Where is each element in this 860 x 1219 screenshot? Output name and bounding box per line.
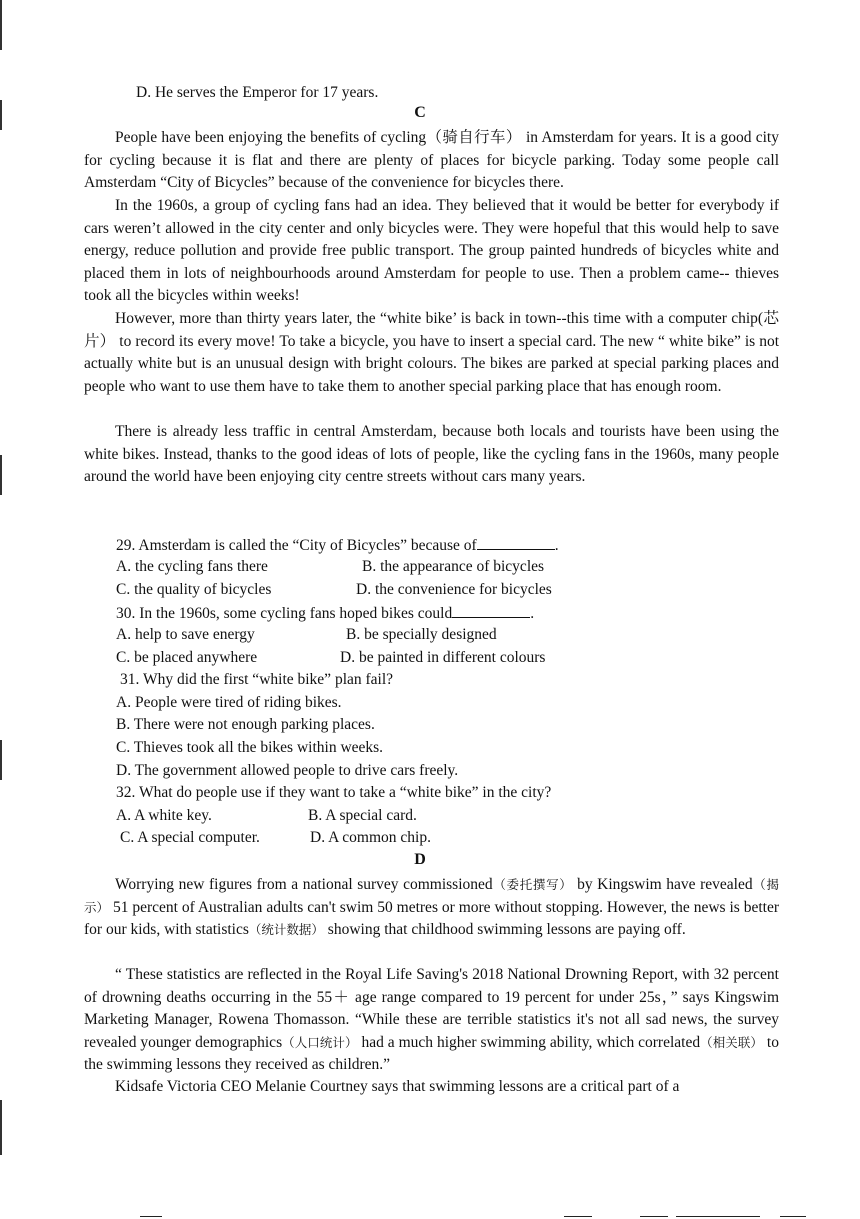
section-d-paragraph-2: “ These statistics are reflected in the Royal Life Saving's 2018 National Drowning Report, with 32 percent of drowning deaths occurring in the 55＋ age range compared to 19 percent for under 25s，” says Kingswim Marketing Manager, Rowena Thomasson. “While these are terrible statistics it's not all sad news, the survey revealed younger demographics（人口统计） had a much higher swimming ability, which correlated（相关联） to the swimming lessons they received as children.” xyxy=(84,966,779,1074)
section-c-paragraph-1: People have been enjoying the benefits of cycling（骑自行车） in Amsterdam for years. It is a good city for cycling because it is flat and there are plenty of places for bicycle parking. Today some people call Amsterdam “City of Bicycles” because of the convenience for bicycles there. xyxy=(84,129,779,192)
scan-footer-mark xyxy=(780,1216,806,1217)
scan-footer-mark xyxy=(564,1216,592,1217)
section-c-heading: C xyxy=(414,104,426,121)
scan-footer-mark xyxy=(640,1216,668,1217)
question-32-option-c: C. A special computer. xyxy=(120,829,260,846)
question-32-stem: 32. What do people use if they want to take a “white bike” in the city? xyxy=(116,784,552,801)
question-29-option-b: B. the appearance of bicycles xyxy=(362,558,545,575)
answer-blank xyxy=(452,603,530,618)
question-30-option-b: B. be specially designed xyxy=(346,626,497,643)
gloss-commissioned: （委托撰写） xyxy=(492,878,573,892)
scan-edge-mark xyxy=(0,740,2,780)
question-29-stem: 29. Amsterdam is called the “City of Bicycles” because of . xyxy=(116,537,559,554)
question-32-option-d: D. A common chip. xyxy=(310,829,431,846)
gloss-revealed: （揭示） xyxy=(84,878,779,915)
scan-edge-mark xyxy=(0,455,2,495)
question-32-option-b: B. A special card. xyxy=(308,807,417,824)
question-30-text: 30. In the 1960s, some cycling fans hoped bikes could xyxy=(116,605,453,622)
question-30-option-c: C. be placed anywhere xyxy=(116,649,258,666)
question-31-option-c: C. Thieves took all the bikes within weeks. xyxy=(116,739,384,756)
question-31-option-a: A. People were tired of riding bikes. xyxy=(116,694,342,711)
scan-footer-mark xyxy=(676,1216,760,1217)
section-c-paragraph-2: In the 1960s, a group of cycling fans had an idea. They believed that it would be better for everybody if cars weren’t allowed in the city center and only bicycles were. They were hopeful that this would help to save energy, reduce pollution and provide free public transport. The group painted hundreds of bicycles white and placed them in lots of neighbourhoods around Amsterdam for people to use. Then a problem came-- thieves took all the bicycles within weeks! xyxy=(84,197,779,305)
question-29-option-d: D. the convenience for bicycles xyxy=(356,581,552,598)
previous-option: D. He serves the Emperor for 17 years. xyxy=(136,84,379,101)
question-29-text: 29. Amsterdam is called the “City of Bicycles” because of xyxy=(116,537,477,554)
question-29-option-a: A. the cycling fans there xyxy=(116,558,268,575)
section-c-paragraph-3: However, more than thirty years later, the “white bike’ is back in town--this time with a computer chip(芯片） to record its every move! To take a bicycle, you have to insert a special card. The new “ white bike” is not actually white but is an unusual design with bright colours. The bikes are parked at special parking places and people who want to use them have to take them to another special parking place that has enough room. xyxy=(84,310,779,395)
question-31-stem: 31. Why did the first “white bike” plan fail? xyxy=(120,671,394,688)
gloss-demographics: （人口统计） xyxy=(282,1035,358,1050)
question-30-option-a: A. help to save energy xyxy=(116,626,255,643)
question-30-option-d: D. be painted in different colours xyxy=(340,649,546,666)
section-d-paragraph-3: Kidsafe Victoria CEO Melanie Courtney says that swimming lessons are a critical part of a xyxy=(115,1078,680,1095)
gloss-statistics: （统计数据） xyxy=(248,923,324,938)
question-31-option-d: D. The government allowed people to drive cars freely. xyxy=(116,762,459,779)
answer-blank xyxy=(477,535,555,550)
gloss-correlated: （相关联） xyxy=(700,1035,763,1050)
scan-edge-mark xyxy=(0,1100,2,1155)
scan-edge-mark xyxy=(0,0,2,50)
question-29-option-c: C. the quality of bicycles xyxy=(116,581,272,598)
question-31-option-b: B. There were not enough parking places. xyxy=(116,716,375,733)
question-30-stem: 30. In the 1960s, some cycling fans hoped bikes could . xyxy=(116,605,535,622)
section-d-paragraph-1: Worrying new figures from a national survey commissioned（委托撰写） by Kingswim have revealed（揭示） 51 percent of Australian adults can't swim 50 metres or more without stopping. However, the news is better for our kids, with statistics（统计数据） showing that childhood swimming lessons are paying off. xyxy=(84,876,779,939)
section-c-paragraph-4: There is already less traffic in central Amsterdam, because both locals and tourists have been using the white bikes. Instead, thanks to the good ideas of lots of people, like the cycling fans in the 1960s, many people around the world have been enjoying city centre streets without cars many years. xyxy=(84,423,779,486)
scan-footer-mark xyxy=(140,1216,162,1217)
question-32-option-a: A. A white key. xyxy=(116,807,212,824)
section-d-heading: D xyxy=(414,851,426,868)
